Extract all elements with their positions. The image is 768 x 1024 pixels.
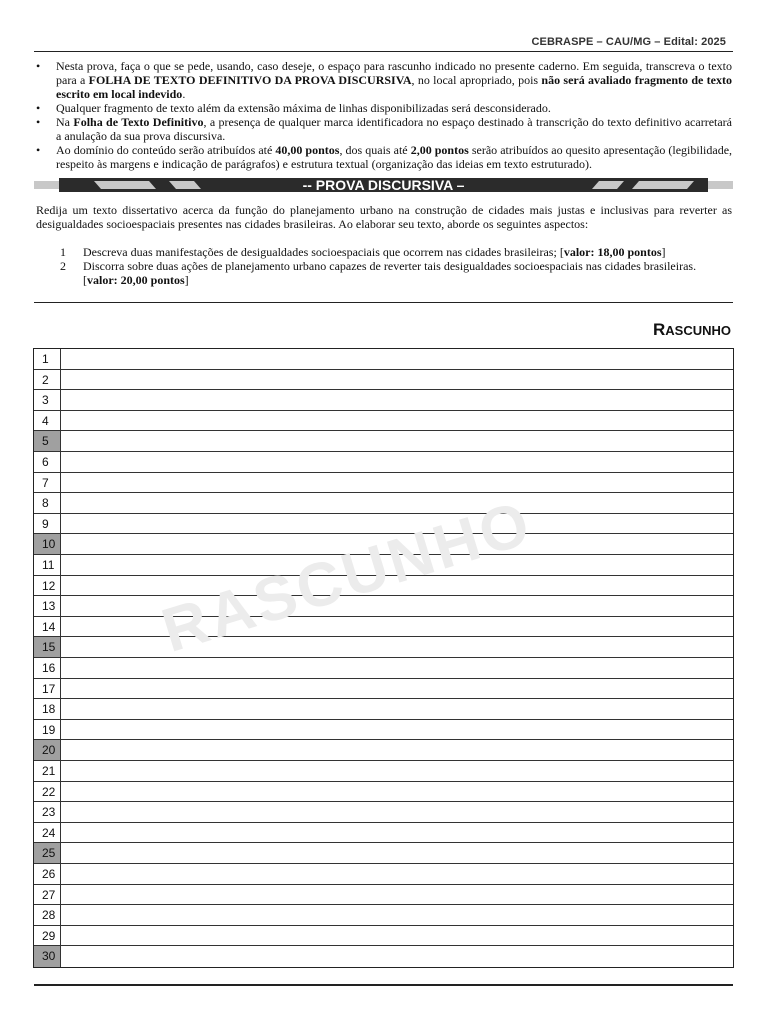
- line-number: 22: [34, 782, 61, 802]
- draft-line[interactable]: [34, 926, 733, 947]
- draft-line[interactable]: [34, 905, 733, 926]
- aspect-value: valor: 18,00 pontos: [563, 245, 662, 259]
- line-number: 14: [34, 617, 61, 637]
- instruction-text: Qualquer fragmento de texto além da extensão máxima de linhas disponibilizadas será desconsiderado.: [56, 101, 551, 115]
- instruction-text: , a presença de qualquer marca identificadora no espaço destinado à transcrição do texto definitivo acarretará a anulação da sua prova discursiva.: [56, 115, 732, 143]
- draft-line[interactable]: [34, 431, 733, 452]
- draft-line[interactable]: [34, 349, 733, 370]
- draft-line[interactable]: [34, 885, 733, 906]
- footer-rule: [34, 984, 733, 986]
- instruction-text: .: [182, 87, 186, 101]
- instruction-emphasis: 2,00 pontos: [410, 143, 469, 157]
- aspect-value-open: [: [559, 245, 564, 259]
- draft-line[interactable]: [34, 452, 733, 473]
- draft-line[interactable]: [34, 843, 733, 864]
- line-number: 5: [34, 431, 61, 451]
- line-number: 1: [34, 349, 61, 369]
- section-banner: [34, 178, 733, 192]
- rascunho-watermark: RASCUNHO: [154, 488, 540, 666]
- line-number: 2: [34, 370, 61, 390]
- bullet-marker: •: [36, 115, 41, 129]
- draft-line[interactable]: [34, 534, 733, 555]
- line-number: 24: [34, 823, 61, 843]
- line-number: 17: [34, 679, 61, 699]
- instruction-text: , no local apropriado, pois: [411, 73, 542, 87]
- instruction-item: [36, 59, 732, 101]
- section-rule: [34, 302, 733, 303]
- line-number: 3: [34, 390, 61, 410]
- line-number: 21: [34, 761, 61, 781]
- draft-line[interactable]: [34, 699, 733, 720]
- draft-line[interactable]: [34, 514, 733, 535]
- instruction-text: Ao domínio do conteúdo serão atribuídos até: [56, 143, 276, 157]
- line-number: 13: [34, 596, 61, 616]
- banner-title: -- PROVA DISCURSIVA –: [302, 177, 465, 193]
- draft-line[interactable]: [34, 555, 733, 576]
- draft-line[interactable]: [34, 823, 733, 844]
- line-number: 25: [34, 843, 61, 863]
- instruction-emphasis: 40,00 pontos: [275, 143, 340, 157]
- draft-line[interactable]: [34, 720, 733, 741]
- draft-line[interactable]: [34, 679, 733, 700]
- draft-line[interactable]: [34, 596, 733, 617]
- instruction-text: Nesta prova, faça o que se pede, usando, caso deseje, o espaço para rascunho indicado no presente caderno. Em seguida, transcreva o texto para a: [56, 59, 732, 87]
- draft-line[interactable]: [34, 740, 733, 761]
- draft-line[interactable]: [34, 658, 733, 679]
- draft-line[interactable]: [34, 370, 733, 391]
- aspect-item: [56, 245, 716, 259]
- draft-line[interactable]: [34, 802, 733, 823]
- line-number: 9: [34, 514, 61, 534]
- essay-prompt: Redija um texto dissertativo acerca da função do planejamento urbano na construção de cidades mais justas e inclusivas para reverter as desigualdades socioespaciais presentes nas cidades brasileiras. Ao elaborar seu texto, aborde os seguintes aspectos:: [36, 203, 732, 231]
- aspect-text: Descreva duas manifestações de desigualdades socioespaciais que ocorrem nas cidades brasileiras;: [83, 245, 560, 259]
- instruction-text: , dos quais até: [339, 143, 411, 157]
- draft-sheet: [33, 348, 734, 968]
- line-number: 19: [34, 720, 61, 740]
- line-number: 30: [34, 946, 61, 967]
- line-number: 20: [34, 740, 61, 760]
- line-number: 26: [34, 864, 61, 884]
- bullet-marker: •: [36, 143, 41, 157]
- rascunho-title-rest: ASCUNHO: [665, 323, 731, 338]
- line-number: 4: [34, 411, 61, 431]
- draft-line[interactable]: [34, 864, 733, 885]
- instruction-emphasis: Folha de Texto Definitivo: [73, 115, 204, 129]
- draft-line[interactable]: [34, 782, 733, 803]
- instruction-item: [36, 143, 732, 171]
- bullet-marker: •: [36, 101, 41, 115]
- line-number: 16: [34, 658, 61, 678]
- aspect-value-close: ]: [661, 245, 666, 259]
- aspect-value-open: [: [83, 273, 87, 287]
- line-number: 28: [34, 905, 61, 925]
- instruction-item: [36, 101, 732, 115]
- line-number: 7: [34, 473, 61, 493]
- draft-line[interactable]: [34, 493, 733, 514]
- draft-line[interactable]: [34, 637, 733, 658]
- aspects-list: [56, 245, 716, 287]
- draft-line[interactable]: [34, 946, 733, 967]
- bullet-marker: •: [36, 59, 41, 73]
- line-number: 29: [34, 926, 61, 946]
- instruction-item: [36, 115, 732, 143]
- draft-line[interactable]: [34, 761, 733, 782]
- instructions-list: [36, 59, 732, 171]
- line-number: 15: [34, 637, 61, 657]
- aspect-number: 2: [60, 259, 66, 273]
- document-header: CEBRASPE – CAU/MG – Edital: 2025: [531, 36, 726, 48]
- line-number: 10: [34, 534, 61, 554]
- header-rule: [34, 51, 733, 52]
- line-number: 11: [34, 555, 61, 575]
- instruction-text: serão atribuídos ao quesito apresentação (legibilidade, respeito às margens e indicação de parágrafos) e estrutura textual (organização das ideias em texto estruturado).: [56, 143, 733, 171]
- instruction-emphasis: não será avaliado fragmento de texto escrito em local indevido: [56, 73, 732, 101]
- line-number: 12: [34, 576, 61, 596]
- draft-line[interactable]: [34, 411, 733, 432]
- line-number: 8: [34, 493, 61, 513]
- draft-line[interactable]: [34, 473, 733, 494]
- draft-line[interactable]: [34, 576, 733, 597]
- aspect-text: Discorra sobre duas ações de planejamento urbano capazes de reverter tais desigualdades socioespaciais nas cidades brasileiras.: [83, 259, 697, 273]
- instruction-text: Na: [56, 115, 74, 129]
- line-number: 23: [34, 802, 61, 822]
- rascunho-title: [653, 320, 731, 340]
- line-number: 27: [34, 885, 61, 905]
- draft-line[interactable]: [34, 617, 733, 638]
- aspect-number: 1: [60, 245, 66, 259]
- instruction-emphasis: FOLHA DE TEXTO DEFINITIVO DA PROVA DISCURSIVA: [88, 73, 412, 87]
- aspect-item: [56, 259, 716, 287]
- draft-line[interactable]: [34, 390, 733, 411]
- rascunho-title-initial: R: [652, 320, 666, 339]
- line-number: 6: [34, 452, 61, 472]
- aspect-value-close: ]: [184, 273, 189, 287]
- aspect-value: valor: 20,00 pontos: [87, 273, 185, 287]
- line-number: 18: [34, 699, 61, 719]
